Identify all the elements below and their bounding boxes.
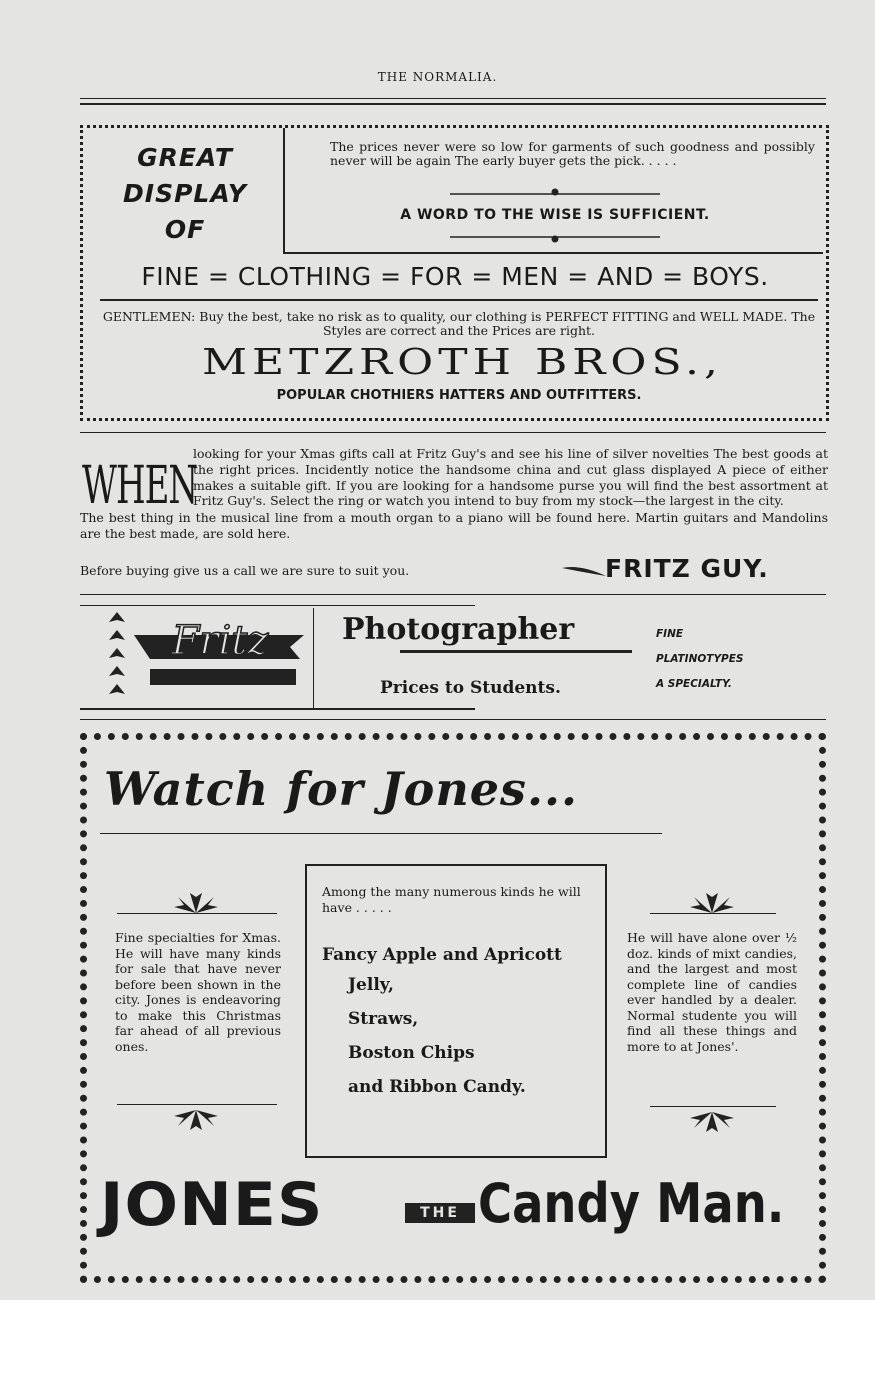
gentlemen-text: GENTLEMEN: Buy the best, take no risk as to quality, our clothing is PERFECT FITTING and WELL MADE. The Styles are correct and the Prices are right. xyxy=(102,309,816,338)
leaf-ornament xyxy=(104,608,130,708)
fritz-script-name: Fritz xyxy=(171,618,269,664)
photo-rule-bottom xyxy=(80,708,475,710)
fritz-guy-signature: FRITZ GUY. xyxy=(605,554,769,583)
specialty-line-2: PLATINOTYPES xyxy=(656,653,744,665)
fritz-guy-closing: Before buying give us a call we are sure to suit you. xyxy=(80,563,410,578)
the-badge: THE xyxy=(405,1203,475,1223)
fritz-guy-rule-bottom xyxy=(80,594,826,595)
floral-ornament-right-top xyxy=(686,885,738,915)
jones-items-list xyxy=(322,940,598,1102)
watch-for-jones: Watch for Jones... xyxy=(104,762,579,816)
fritz-guy-rule-top xyxy=(80,432,826,433)
item-ribbon-candy: and Ribbon Candy. xyxy=(348,1077,526,1097)
header-rule xyxy=(80,98,826,99)
metzroth-name: METZROTH BROS., xyxy=(201,342,724,383)
left-rule-bottom xyxy=(117,1104,277,1105)
flourish-ornament xyxy=(450,186,660,200)
photo-rule-top xyxy=(80,605,475,606)
photo-rule-end xyxy=(80,719,826,720)
prices-to-students: Prices to Students. xyxy=(380,678,561,698)
item-boston-chips: Boston Chips xyxy=(348,1043,475,1063)
item-apple-jelly: Fancy Apple and Apricott Jelly, xyxy=(322,945,562,995)
photo-divider xyxy=(313,608,314,708)
great-display-line-3: OF xyxy=(164,215,206,244)
flourish-ornament-2 xyxy=(450,231,660,245)
jones-center-intro: Among the many numerous kinds he will have . . . . . xyxy=(322,884,581,915)
jones-left-text: Fine specialties for Xmas. He will have many kinds for sale that have never before been shown in the city. Jones is endeavoring to make this Christmas far ahead of all previous ones. xyxy=(115,930,281,1054)
jones-big-name: JONES xyxy=(100,1170,324,1240)
when-drop-word: WHEN xyxy=(82,455,198,517)
pen-flourish xyxy=(560,562,610,578)
metzroth-prices-text: The prices never were so low for garments of such goodness and possibly never will be again The early buyer gets the pick. . . . . xyxy=(330,139,815,168)
fritz-guy-text-full: The best thing in the musical line from a mouth organ to a piano will be found here. Martin guitars and Mandolins are the best made, are sold here. xyxy=(80,510,828,541)
floral-ornament-left-top xyxy=(170,885,222,915)
right-rule-bottom xyxy=(650,1106,776,1107)
fritz-guy-text-indented: looking for your Xmas gifts call at Fritz Guy's and see his line of silver novelties The best goods at the right prices. Incidently notice the handsome china and cut glass displayed A piece of either makes a suitable gift. If you are looking for a handsome purse you will find the best assortment at Fritz Guy's. Select the ring or watch you intend to buy from my stock—the largest in the city. xyxy=(193,446,828,509)
left-rule-top xyxy=(117,913,277,914)
floral-ornament-left-bottom xyxy=(170,1108,222,1138)
candy-man: Candy Man. xyxy=(478,1172,785,1235)
right-rule-top xyxy=(650,913,776,914)
metzroth-divider xyxy=(283,128,285,253)
platinotypes-specialty xyxy=(656,622,744,697)
specialty-line-3: A SPECIALTY. xyxy=(656,678,732,690)
word-to-wise: A WORD TO THE WISE IS SUFFICIENT. xyxy=(400,207,710,223)
great-display-heading xyxy=(95,140,275,248)
fritz-guy-body-top xyxy=(193,446,828,509)
photographer-title: Photographer xyxy=(342,612,575,647)
jones-headline-rule xyxy=(100,833,662,834)
floral-ornament-right-bottom xyxy=(686,1110,738,1140)
jones-right-text: He will have alone over ½ doz. kinds of mixt candies, and the largest and most complete line of candies ever handled by a dealer. Normal studente you will find all these things and more to at Jones'. xyxy=(627,930,797,1054)
item-straws: Straws, xyxy=(348,1009,419,1029)
page-footer xyxy=(0,1300,875,1390)
great-display-line-2: DISPLAY xyxy=(123,179,247,208)
page-title: THE NORMALIA. xyxy=(377,70,498,84)
header-rule-thick xyxy=(80,103,826,105)
photographer-underline xyxy=(400,650,632,653)
clothing-rule xyxy=(100,299,818,301)
specialty-line-1: FINE xyxy=(656,628,684,640)
fritz-guy-body-full xyxy=(80,510,828,542)
metzroth-divider-h xyxy=(283,252,823,254)
fine-clothing-banner: FINE = CLOTHING = FOR = MEN = AND = BOYS. xyxy=(141,262,769,291)
great-display-line-1: GREAT xyxy=(137,143,233,172)
metzroth-tagline: POPULAR CHOTHIERS HATTERS AND OUTFITTERS. xyxy=(276,388,642,403)
